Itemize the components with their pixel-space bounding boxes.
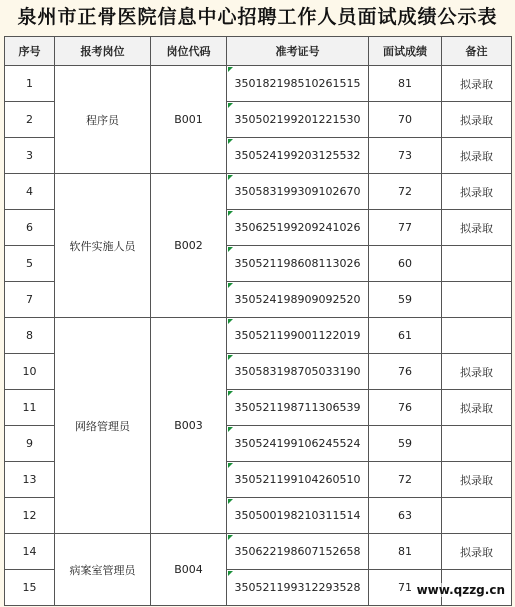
seq-cell: 2: [5, 102, 55, 138]
note-cell: 拟录取: [442, 102, 512, 138]
exam-no-cell: 350521199312293528: [227, 570, 369, 606]
exam-no-cell: 350524198909092520: [227, 282, 369, 318]
score-cell: 72: [369, 174, 442, 210]
score-cell: 81: [369, 534, 442, 570]
exam-no-cell: 350524199203125532: [227, 138, 369, 174]
score-cell: 71: [369, 570, 442, 606]
note-cell: 拟录取: [442, 138, 512, 174]
seq-cell: 7: [5, 282, 55, 318]
column-header-exam-no: 准考证号: [227, 37, 369, 66]
note-cell: [442, 426, 512, 462]
seq-cell: 12: [5, 498, 55, 534]
page-title: 泉州市正骨医院信息中心招聘工作人员面试成绩公示表: [17, 6, 498, 28]
score-cell: 77: [369, 210, 442, 246]
note-cell: 拟录取: [442, 534, 512, 570]
seq-cell: 4: [5, 174, 55, 210]
column-header-note: 备注: [442, 37, 512, 66]
seq-cell: 15: [5, 570, 55, 606]
score-cell: 59: [369, 426, 442, 462]
position-cell: 软件实施人员: [55, 174, 151, 318]
seq-cell: 14: [5, 534, 55, 570]
table-row: [5, 174, 512, 210]
table-row: [5, 66, 512, 102]
score-cell: 60: [369, 246, 442, 282]
score-cell: 72: [369, 462, 442, 498]
column-header-code: 岗位代码: [151, 37, 227, 66]
score-cell: 76: [369, 390, 442, 426]
exam-no-cell: 350583199309102670: [227, 174, 369, 210]
note-cell: [442, 246, 512, 282]
column-header-score: 面试成绩: [369, 37, 442, 66]
exam-no-cell: 350625199209241026: [227, 210, 369, 246]
exam-no-cell: 350524199106245524: [227, 426, 369, 462]
note-cell: [442, 282, 512, 318]
score-cell: 59: [369, 282, 442, 318]
seq-cell: 8: [5, 318, 55, 354]
exam-no-cell: 350583198705033190: [227, 354, 369, 390]
exam-no-cell: 350521199001122019: [227, 318, 369, 354]
exam-no-cell: 350521198608113026: [227, 246, 369, 282]
table-header-row: [5, 37, 512, 66]
note-cell: 拟录取: [442, 462, 512, 498]
note-cell: 拟录取: [442, 354, 512, 390]
score-cell: 63: [369, 498, 442, 534]
seq-cell: 3: [5, 138, 55, 174]
column-header-position: 报考岗位: [55, 37, 151, 66]
score-cell: 76: [369, 354, 442, 390]
code-cell: B004: [151, 534, 227, 606]
note-cell: 拟录取: [442, 210, 512, 246]
score-cell: 70: [369, 102, 442, 138]
exam-no-cell: 350502199201221530: [227, 102, 369, 138]
column-header-seq: 序号: [5, 37, 55, 66]
site-watermark: www.qzzg.cn: [416, 583, 505, 597]
position-cell: 网络管理员: [55, 318, 151, 534]
seq-cell: 13: [5, 462, 55, 498]
seq-cell: 10: [5, 354, 55, 390]
position-cell: 程序员: [55, 66, 151, 174]
seq-cell: 6: [5, 210, 55, 246]
seq-cell: 9: [5, 426, 55, 462]
seq-cell: 11: [5, 390, 55, 426]
exam-no-cell: 350500198210311514: [227, 498, 369, 534]
code-cell: B002: [151, 174, 227, 318]
note-cell: 拟录取: [442, 66, 512, 102]
position-cell: 病案室管理员: [55, 534, 151, 606]
score-cell: 81: [369, 66, 442, 102]
seq-cell: 1: [5, 66, 55, 102]
note-cell: [442, 498, 512, 534]
exam-no-cell: 350521199104260510: [227, 462, 369, 498]
code-cell: B001: [151, 66, 227, 174]
note-cell: [442, 318, 512, 354]
table-row: [5, 534, 512, 570]
note-cell: 拟录取: [442, 174, 512, 210]
exam-no-cell: 350622198607152658: [227, 534, 369, 570]
table-row: [5, 318, 512, 354]
results-table: [4, 36, 512, 606]
note-cell: 拟录取: [442, 390, 512, 426]
score-cell: 61: [369, 318, 442, 354]
score-cell: 73: [369, 138, 442, 174]
exam-no-cell: 350521198711306539: [227, 390, 369, 426]
seq-cell: 5: [5, 246, 55, 282]
code-cell: B003: [151, 318, 227, 534]
exam-no-cell: 350182198510261515: [227, 66, 369, 102]
